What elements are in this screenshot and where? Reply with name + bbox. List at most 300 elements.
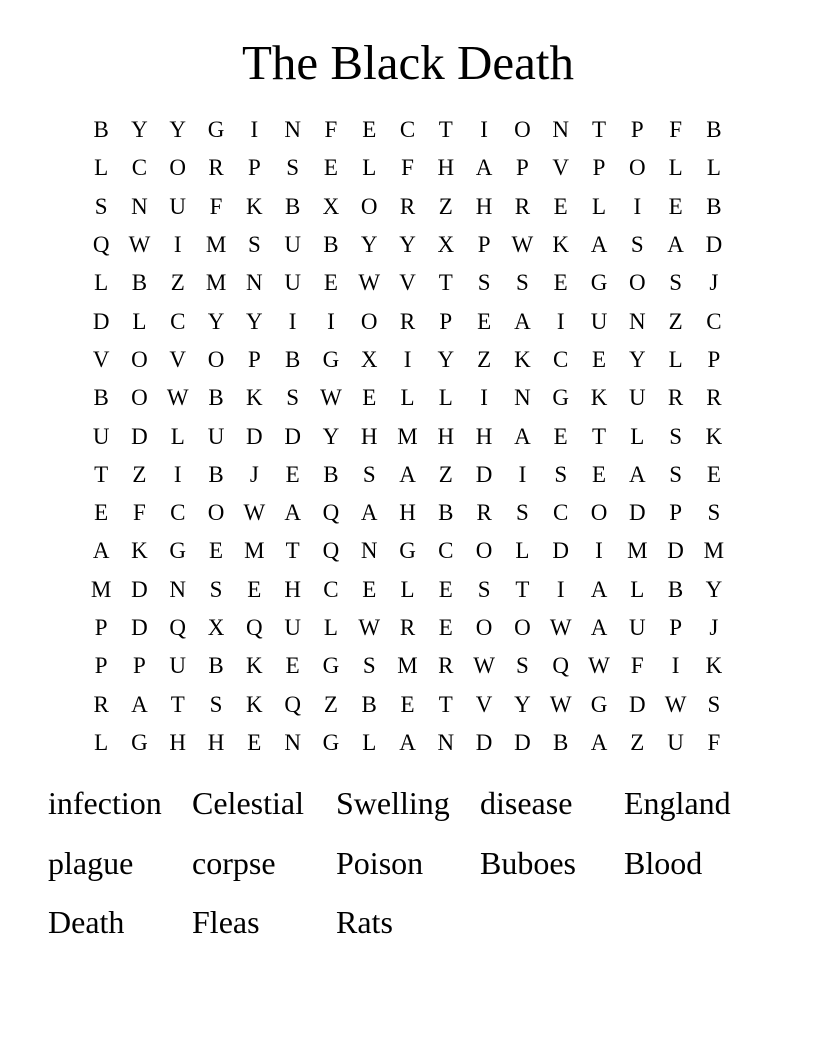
grid-cell[interactable]: K	[705, 423, 723, 449]
grid-cell[interactable]: L	[323, 615, 338, 640]
grid-cell[interactable]: B	[284, 346, 301, 372]
grid-cell[interactable]: L	[94, 155, 109, 181]
grid-cell[interactable]: F	[324, 117, 338, 143]
grid-cell[interactable]: M	[205, 232, 227, 258]
grid-cell[interactable]: U	[169, 653, 187, 679]
grid-cell[interactable]: S	[669, 423, 682, 449]
grid-cell[interactable]: K	[552, 232, 570, 258]
grid-cell[interactable]: N	[246, 270, 263, 296]
grid-cell[interactable]: D	[246, 423, 263, 449]
grid-cell[interactable]: Y	[514, 691, 531, 717]
grid-cell[interactable]: O	[514, 117, 531, 143]
grid-cell[interactable]: H	[475, 193, 493, 219]
grid-cell[interactable]: G	[322, 729, 340, 755]
grid-cell[interactable]: B	[131, 270, 148, 296]
grid-cell[interactable]: U	[284, 270, 301, 296]
grid-cell[interactable]: A	[628, 461, 646, 487]
grid-cell[interactable]: V	[92, 346, 110, 372]
grid-cell[interactable]: Y	[399, 232, 416, 258]
grid-cell[interactable]: U	[628, 615, 646, 640]
grid-cell[interactable]: E	[438, 576, 453, 602]
grid-cell[interactable]: Q	[246, 615, 263, 640]
grid-cell[interactable]: B	[93, 117, 109, 143]
grid-cell[interactable]: G	[169, 538, 187, 564]
grid-cell[interactable]: L	[706, 155, 721, 181]
grid-cell[interactable]: D	[131, 615, 148, 640]
word-list-item: Fleas	[192, 904, 260, 940]
grid-cell[interactable]: S	[286, 385, 300, 411]
grid-cell[interactable]: H	[207, 729, 225, 755]
grid-cell[interactable]: I	[595, 538, 603, 564]
grid-cell[interactable]: D	[628, 691, 646, 717]
grid-cell[interactable]: F	[707, 729, 721, 755]
grid-cell[interactable]: H	[475, 423, 493, 449]
grid-cell[interactable]: P	[516, 155, 529, 181]
grid-cell[interactable]: L	[94, 729, 109, 755]
letter-grid	[82, 111, 733, 762]
grid-cell[interactable]: I	[250, 117, 259, 143]
grid-cell[interactable]: A	[131, 691, 148, 717]
grid-cell[interactable]: U	[284, 615, 301, 640]
grid-cell[interactable]: L	[400, 385, 415, 411]
grid-cell[interactable]: E	[362, 117, 377, 143]
grid-cell[interactable]: W	[358, 615, 381, 640]
grid-cell[interactable]: O	[131, 346, 148, 372]
grid-cell[interactable]: T	[285, 538, 300, 564]
word-list-item: Buboes	[480, 844, 576, 881]
grid-cell[interactable]: C	[170, 308, 186, 334]
grid-cell[interactable]: S	[554, 461, 568, 487]
grid-cell[interactable]: N	[514, 385, 531, 411]
grid-cell[interactable]: E	[285, 461, 300, 487]
grid-cell[interactable]: L	[170, 423, 185, 449]
grid-cell[interactable]: S	[362, 653, 376, 679]
grid-cell[interactable]: O	[628, 155, 646, 181]
grid-cell[interactable]: R	[476, 500, 492, 526]
grid-cell[interactable]: P	[439, 308, 453, 334]
grid-cell[interactable]: D	[667, 538, 684, 564]
word-list-item: Blood	[624, 844, 703, 881]
grid-cell[interactable]: W	[664, 691, 687, 717]
grid-cell[interactable]: F	[630, 653, 644, 679]
grid-cell[interactable]: A	[92, 538, 110, 564]
grid-cell[interactable]: B	[667, 576, 684, 602]
grid-cell[interactable]: G	[322, 346, 340, 372]
grid-cell[interactable]: H	[437, 423, 455, 449]
grid-cell[interactable]: B	[284, 193, 301, 219]
grid-cell[interactable]: C	[323, 576, 339, 602]
grid-cell[interactable]: O	[207, 500, 225, 526]
grid-cell[interactable]: Q	[284, 691, 301, 717]
grid-cell[interactable]: E	[477, 308, 492, 334]
grid-cell[interactable]: Y	[437, 346, 455, 372]
grid-cell[interactable]: P	[630, 117, 644, 143]
grid-cell[interactable]: E	[553, 193, 568, 219]
grid-cell[interactable]: H	[360, 423, 378, 449]
grid-cell[interactable]: D	[92, 308, 110, 334]
grid-cell[interactable]: S	[630, 232, 644, 258]
grid-cell[interactable]: V	[475, 691, 493, 717]
grid-cell[interactable]: G	[399, 538, 416, 564]
word-list-item: Rats	[336, 904, 393, 940]
grid-cell[interactable]: D	[552, 538, 570, 564]
grid-cell[interactable]: T	[94, 461, 109, 487]
grid-cell[interactable]: L	[668, 346, 683, 372]
grid-cell[interactable]: F	[209, 193, 223, 219]
grid-cell[interactable]: S	[477, 576, 491, 602]
grid-cell[interactable]: G	[590, 270, 608, 296]
grid-cell[interactable]: K	[131, 538, 148, 564]
grid-cell[interactable]: A	[475, 155, 493, 181]
grid-cell[interactable]: L	[630, 576, 645, 602]
grid-cell[interactable]: I	[518, 461, 527, 487]
grid-cell[interactable]: N	[437, 729, 455, 755]
grid-cell[interactable]: F	[401, 155, 414, 181]
grid-cell[interactable]: B	[93, 385, 109, 411]
grid-cell[interactable]: Z	[170, 270, 185, 296]
grid-cell[interactable]: K	[705, 653, 723, 679]
grid-cell[interactable]: B	[208, 461, 224, 487]
grid-cell[interactable]: S	[516, 500, 529, 526]
grid-cell[interactable]: T	[591, 423, 607, 449]
grid-cell[interactable]: B	[208, 653, 224, 679]
grid-cell[interactable]: O	[169, 155, 187, 181]
grid-cell[interactable]: R	[208, 155, 224, 181]
grid-cell[interactable]: E	[591, 346, 607, 372]
grid-cell[interactable]: Y	[207, 308, 225, 334]
grid-cell[interactable]: X	[360, 346, 378, 372]
grid-cell[interactable]: X	[207, 615, 225, 640]
grid-cell[interactable]: G	[131, 729, 148, 755]
grid-cell[interactable]: C	[438, 538, 454, 564]
word-list-item: disease	[480, 785, 573, 821]
grid-cell[interactable]: S	[669, 461, 682, 487]
grid-cell[interactable]: B	[706, 193, 722, 219]
grid-cell[interactable]: B	[706, 117, 722, 143]
grid-cell[interactable]: X	[437, 232, 455, 258]
grid-cell[interactable]: W	[549, 691, 572, 717]
grid-cell[interactable]: I	[556, 308, 565, 334]
grid-cell[interactable]: Y	[360, 232, 378, 258]
grid-cell[interactable]: T	[170, 691, 185, 717]
grid-cell[interactable]: F	[669, 117, 682, 143]
grid-cell[interactable]: B	[361, 691, 377, 717]
grid-cell[interactable]: Z	[438, 193, 453, 219]
grid-cell[interactable]: R	[399, 615, 416, 640]
grid-cell[interactable]: D	[284, 423, 301, 449]
grid-cell[interactable]: B	[323, 461, 339, 487]
grid-cell[interactable]: E	[323, 270, 338, 296]
grid-cell[interactable]: E	[247, 576, 262, 602]
grid-cell[interactable]: J	[709, 615, 719, 640]
grid-cell[interactable]: Q	[169, 615, 187, 640]
grid-cell[interactable]: P	[592, 155, 606, 181]
grid-cell[interactable]: K	[246, 385, 263, 411]
grid-cell[interactable]: Z	[668, 308, 683, 334]
grid-cell[interactable]: L	[400, 576, 415, 602]
grid-cell[interactable]: H	[399, 500, 416, 526]
grid-cell[interactable]: H	[284, 576, 301, 602]
grid-cell[interactable]: E	[438, 615, 453, 640]
grid-cell[interactable]: B	[438, 500, 454, 526]
word-list	[48, 774, 768, 953]
grid-cell[interactable]: O	[207, 346, 225, 372]
grid-cell[interactable]: E	[285, 653, 300, 679]
grid-cell[interactable]: O	[360, 308, 378, 334]
grid-cell[interactable]: P	[94, 615, 108, 640]
grid-cell[interactable]: I	[327, 308, 335, 334]
grid-cell[interactable]: E	[668, 193, 683, 219]
grid-cell[interactable]: V	[169, 346, 187, 372]
grid-cell[interactable]: A	[284, 500, 301, 526]
grid-cell[interactable]: R	[706, 385, 722, 411]
grid-cell[interactable]: Y	[131, 117, 148, 143]
grid-cell[interactable]: B	[553, 729, 569, 755]
grid-cell[interactable]: R	[399, 193, 416, 219]
grid-cell[interactable]: D	[475, 461, 493, 487]
grid-cell[interactable]: W	[588, 653, 610, 679]
grid-cell[interactable]: B	[323, 232, 339, 258]
page-title: The Black Death	[242, 35, 574, 90]
grid-cell[interactable]: G	[590, 691, 608, 717]
grid-cell[interactable]: K	[514, 346, 531, 372]
grid-cell[interactable]: I	[480, 117, 488, 143]
grid-cell[interactable]: G	[552, 385, 570, 411]
grid-cell[interactable]: O	[475, 615, 493, 640]
grid-cell[interactable]: Z	[630, 729, 645, 755]
grid-cell[interactable]: N	[131, 193, 148, 219]
grid-cell[interactable]: T	[438, 270, 453, 296]
grid-cell[interactable]: J	[709, 270, 719, 296]
grid-cell[interactable]: A	[514, 308, 531, 334]
grid-cell[interactable]: I	[403, 346, 412, 372]
grid-cell[interactable]: A	[360, 500, 378, 526]
grid-cell[interactable]: T	[591, 117, 607, 143]
grid-cell[interactable]: O	[475, 538, 493, 564]
grid-cell[interactable]: I	[556, 576, 565, 602]
grid-cell[interactable]: E	[706, 461, 721, 487]
grid-cell[interactable]: L	[591, 193, 607, 219]
grid-cell[interactable]: A	[399, 461, 416, 487]
grid-cell[interactable]: U	[628, 385, 646, 411]
grid-cell[interactable]: R	[399, 308, 416, 334]
grid-cell[interactable]: L	[132, 308, 147, 334]
grid-cell[interactable]: K	[246, 691, 263, 717]
grid-cell[interactable]: M	[90, 576, 112, 602]
word-list-item: infection	[48, 785, 162, 821]
grid-cell[interactable]: N	[284, 729, 301, 755]
grid-cell[interactable]: E	[591, 461, 607, 487]
grid-cell[interactable]: M	[703, 538, 725, 564]
grid-cell[interactable]: P	[94, 653, 108, 679]
grid-cell[interactable]: M	[627, 538, 648, 564]
grid-cell[interactable]: O	[590, 500, 608, 526]
grid-cell[interactable]: Q	[322, 538, 340, 564]
grid-cell[interactable]: I	[288, 308, 297, 334]
grid-cell[interactable]: W	[243, 500, 266, 526]
grid-cell[interactable]: L	[668, 155, 683, 181]
grid-cell[interactable]: L	[362, 729, 377, 755]
grid-cell[interactable]: R	[514, 193, 531, 219]
grid-cell[interactable]: Z	[323, 691, 338, 717]
grid-cell[interactable]: N	[284, 117, 301, 143]
grid-cell[interactable]: Q	[92, 232, 110, 258]
grid-cell[interactable]: F	[133, 500, 146, 526]
grid-cell[interactable]: Y	[628, 346, 646, 372]
grid-cell[interactable]: E	[323, 155, 338, 181]
grid-cell[interactable]: S	[209, 576, 223, 602]
grid-cell[interactable]: D	[131, 576, 148, 602]
grid-cell[interactable]: P	[247, 155, 261, 181]
grid-cell[interactable]: W	[166, 385, 189, 411]
grid-cell[interactable]: P	[669, 615, 682, 640]
grid-cell[interactable]: T	[438, 117, 453, 143]
grid-cell[interactable]: A	[399, 729, 416, 755]
grid-cell[interactable]: S	[209, 691, 223, 717]
grid-cell[interactable]: W	[320, 385, 342, 411]
grid-cell[interactable]: J	[249, 461, 259, 487]
grid-cell[interactable]: D	[475, 729, 493, 755]
grid-cell[interactable]: N	[169, 576, 187, 602]
grid-cell[interactable]: Z	[438, 461, 453, 487]
grid-cell[interactable]: U	[169, 193, 187, 219]
grid-cell[interactable]: R	[93, 691, 109, 717]
grid-cell[interactable]: P	[133, 653, 146, 679]
grid-cell[interactable]: G	[322, 653, 340, 679]
grid-cell[interactable]: O	[514, 615, 531, 640]
grid-cell[interactable]: B	[208, 385, 224, 411]
grid-cell[interactable]: O	[131, 385, 148, 411]
grid-cell[interactable]: S	[669, 270, 682, 296]
grid-cell[interactable]: M	[244, 538, 265, 564]
grid-cell[interactable]: O	[628, 270, 646, 296]
grid-cell[interactable]: P	[669, 500, 682, 526]
grid-cell[interactable]: R	[438, 653, 454, 679]
grid-cell[interactable]: S	[707, 691, 721, 717]
grid-cell[interactable]: P	[247, 346, 261, 372]
grid-cell[interactable]: E	[362, 385, 377, 411]
grid-cell[interactable]: Z	[477, 346, 492, 372]
grid-cell[interactable]: A	[590, 232, 608, 258]
grid-cell[interactable]: S	[516, 653, 529, 679]
grid-cell[interactable]: W	[549, 615, 572, 640]
grid-cell[interactable]: U	[207, 423, 225, 449]
grid-cell[interactable]: C	[399, 117, 416, 143]
grid-cell[interactable]: D	[628, 500, 646, 526]
grid-cell[interactable]: A	[590, 576, 608, 602]
grid-cell[interactable]: L	[515, 538, 530, 564]
grid-cell[interactable]: Y	[246, 308, 263, 334]
grid-cell[interactable]: A	[514, 423, 531, 449]
grid-cell[interactable]: P	[477, 232, 491, 258]
grid-cell[interactable]: G	[207, 117, 225, 143]
grid-cell[interactable]: L	[94, 270, 109, 296]
grid-cell[interactable]: C	[131, 155, 148, 181]
grid-cell[interactable]: D	[131, 423, 148, 449]
grid-cell[interactable]: T	[515, 576, 530, 602]
grid-cell[interactable]: C	[553, 500, 569, 526]
grid-cell[interactable]: K	[590, 385, 608, 411]
grid-cell[interactable]: S	[477, 270, 491, 296]
grid-cell[interactable]: T	[438, 691, 453, 717]
grid-cell[interactable]: I	[633, 193, 642, 219]
grid-cell[interactable]: N	[552, 117, 570, 143]
grid-cell[interactable]: W	[128, 232, 151, 258]
grid-cell[interactable]: R	[667, 385, 684, 411]
grid-cell[interactable]: S	[516, 270, 529, 296]
grid-cell[interactable]: D	[514, 729, 531, 755]
grid-cell[interactable]: I	[671, 653, 680, 679]
grid-cell[interactable]: I	[480, 385, 488, 411]
grid-cell[interactable]: M	[205, 270, 227, 296]
grid-cell[interactable]: Q	[552, 653, 570, 679]
grid-cell[interactable]: E	[247, 729, 262, 755]
grid-cell[interactable]: L	[630, 423, 645, 449]
grid-cell[interactable]: I	[173, 232, 182, 258]
grid-cell[interactable]: S	[286, 155, 300, 181]
grid-cell[interactable]: L	[362, 155, 377, 181]
grid-cell[interactable]: Y	[169, 117, 187, 143]
grid-cell[interactable]: P	[707, 346, 721, 372]
grid-cell[interactable]: S	[94, 193, 108, 219]
grid-cell[interactable]: C	[170, 500, 186, 526]
grid-cell[interactable]: X	[322, 193, 340, 219]
grid-cell[interactable]: W	[358, 270, 381, 296]
grid-cell[interactable]: Y	[322, 423, 340, 449]
grid-cell[interactable]: S	[362, 461, 376, 487]
grid-cell[interactable]: E	[94, 500, 109, 526]
grid-cell[interactable]: V	[399, 270, 416, 296]
grid-cell[interactable]: O	[360, 193, 378, 219]
grid-cell[interactable]: A	[590, 615, 608, 640]
grid-cell[interactable]: V	[552, 155, 570, 181]
grid-cell[interactable]: K	[246, 653, 263, 679]
grid-cell[interactable]: E	[553, 270, 568, 296]
grid-cell[interactable]: U	[590, 308, 608, 334]
grid-cell[interactable]: E	[400, 691, 415, 717]
grid-cell[interactable]: K	[246, 193, 263, 219]
grid-cell[interactable]: I	[173, 461, 182, 487]
grid-cell[interactable]: E	[362, 576, 377, 602]
grid-cell[interactable]: S	[707, 500, 721, 526]
grid-cell[interactable]: Y	[705, 576, 723, 602]
grid-cell[interactable]: E	[209, 538, 224, 564]
grid-cell[interactable]: Q	[322, 500, 340, 526]
word-list-item: England	[624, 785, 731, 821]
word-list-item: Death	[48, 904, 125, 940]
grid-cell[interactable]: U	[92, 423, 110, 449]
grid-cell[interactable]: N	[360, 538, 378, 564]
grid-cell[interactable]: E	[553, 423, 568, 449]
grid-cell[interactable]: A	[667, 232, 684, 258]
grid-cell[interactable]: C	[706, 308, 722, 334]
grid-cell[interactable]: U	[667, 729, 684, 755]
grid-cell[interactable]: L	[438, 385, 453, 411]
grid-cell[interactable]: W	[473, 653, 495, 679]
grid-cell[interactable]: A	[590, 729, 608, 755]
grid-cell[interactable]: Z	[132, 461, 147, 487]
grid-cell[interactable]: D	[705, 232, 723, 258]
grid-cell[interactable]: W	[511, 232, 534, 258]
grid-cell[interactable]: H	[437, 155, 455, 181]
grid-cell[interactable]: M	[397, 653, 418, 679]
grid-cell[interactable]: C	[553, 346, 569, 372]
grid-cell[interactable]: N	[628, 308, 646, 334]
grid-cell[interactable]: M	[397, 423, 418, 449]
grid-cell[interactable]: H	[169, 729, 187, 755]
grid-cell[interactable]: U	[284, 232, 301, 258]
grid-cell[interactable]: S	[247, 232, 261, 258]
